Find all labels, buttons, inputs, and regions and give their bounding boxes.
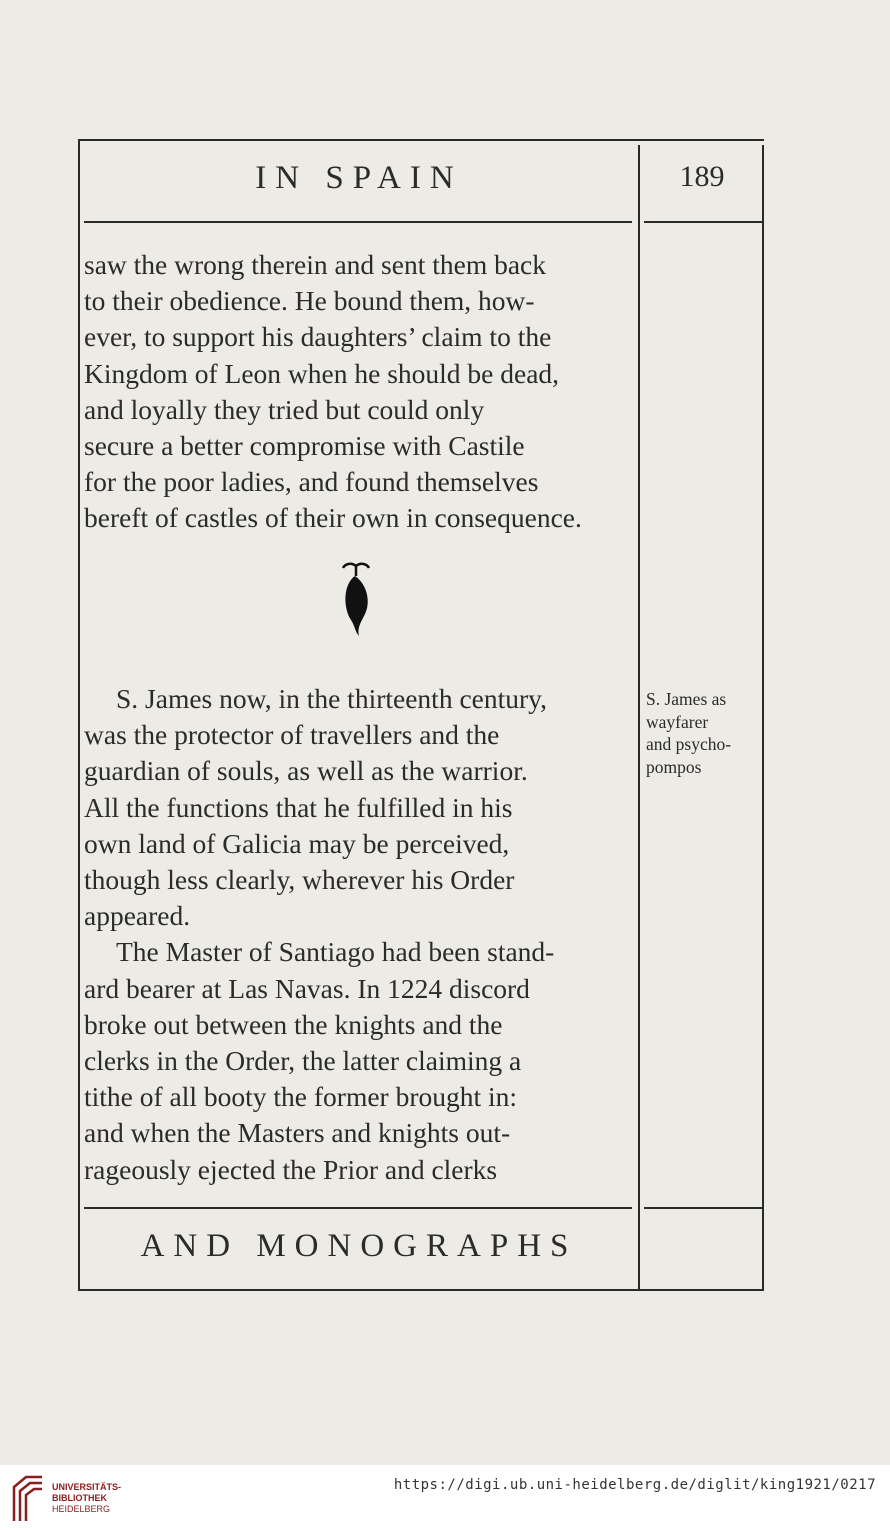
text-line: appeared. xyxy=(84,900,191,932)
text-line: guardian of souls, as well as the warrior. xyxy=(84,755,528,787)
text-line: clerks in the Order, the latter claiming a xyxy=(84,1045,522,1077)
text-line: rageously ejected the Prior and clerks xyxy=(84,1153,498,1185)
library-name-line: UNIVERSITÄTS- xyxy=(52,1482,122,1492)
text-line: own land of Galicia may be perceived, xyxy=(84,827,510,859)
margin-note xyxy=(646,688,764,778)
text-block-2 xyxy=(84,681,632,1188)
text-line: secure a better compromise with Castile xyxy=(84,430,525,462)
source-url-link[interactable]: https://digi.ub.uni-heidelberg.de/diglit/king1921/0217 xyxy=(393,1477,876,1493)
text-line: ever, to support his daughters’ claim to the xyxy=(84,321,552,353)
margin-note-line: and psycho- xyxy=(646,734,732,754)
text-line: was the protector of travellers and the xyxy=(84,719,500,751)
footer-overline xyxy=(84,1207,632,1209)
margin-note-line: wayfarer xyxy=(646,711,709,732)
text-block-1 xyxy=(84,247,632,537)
text-line: though less clearly, wherever his Order xyxy=(84,864,515,896)
library-logo-icon xyxy=(8,1473,48,1525)
text-line: All the functions that he fulfilled in his xyxy=(84,791,513,823)
leaf-ornament-icon xyxy=(337,562,377,640)
bottom-rule xyxy=(78,1289,764,1291)
text-line: ard bearer at Las Navas. In 1224 discord xyxy=(84,972,530,1004)
text-line: bereft of castles of their own in consequence. xyxy=(84,502,582,534)
running-title: IN SPAIN xyxy=(255,160,463,196)
text-line: The Master of Santiago had been stand- xyxy=(116,936,555,968)
text-line: for the poor ladies, and found themselves xyxy=(84,466,539,498)
header-underline-margin xyxy=(644,221,762,223)
header-underline xyxy=(84,221,632,223)
text-line: S. James now, in the thirteenth century, xyxy=(116,683,547,714)
column-divider-rule xyxy=(638,145,640,1291)
text-line: saw the wrong therein and sent them back xyxy=(84,249,547,280)
library-name-line: BIBLIOTHEK xyxy=(52,1493,107,1503)
library-name xyxy=(52,1482,121,1515)
top-rule xyxy=(78,139,764,141)
text-line: and loyally they tried but could only xyxy=(84,393,485,425)
text-line: to their obedience. He bound them, how- xyxy=(84,285,535,317)
library-footer-bar xyxy=(0,1465,890,1530)
left-frame-rule xyxy=(78,139,80,1291)
footer-title: AND MONOGRAPHS xyxy=(140,1228,578,1264)
text-line: broke out between the knights and the xyxy=(84,1008,503,1040)
margin-note-line: pompos xyxy=(646,756,702,777)
margin-note-line: S. James as xyxy=(646,689,727,709)
text-line: and when the Masters and knights out- xyxy=(84,1117,511,1149)
text-line: Kingdom of Leon when he should be dead, xyxy=(84,357,560,389)
footer-overline-margin xyxy=(644,1207,762,1209)
library-name-line: HEIDELBERG xyxy=(52,1504,111,1514)
text-line: tithe of all booty the former brought in: xyxy=(84,1081,518,1113)
page-number: 189 xyxy=(679,160,725,193)
